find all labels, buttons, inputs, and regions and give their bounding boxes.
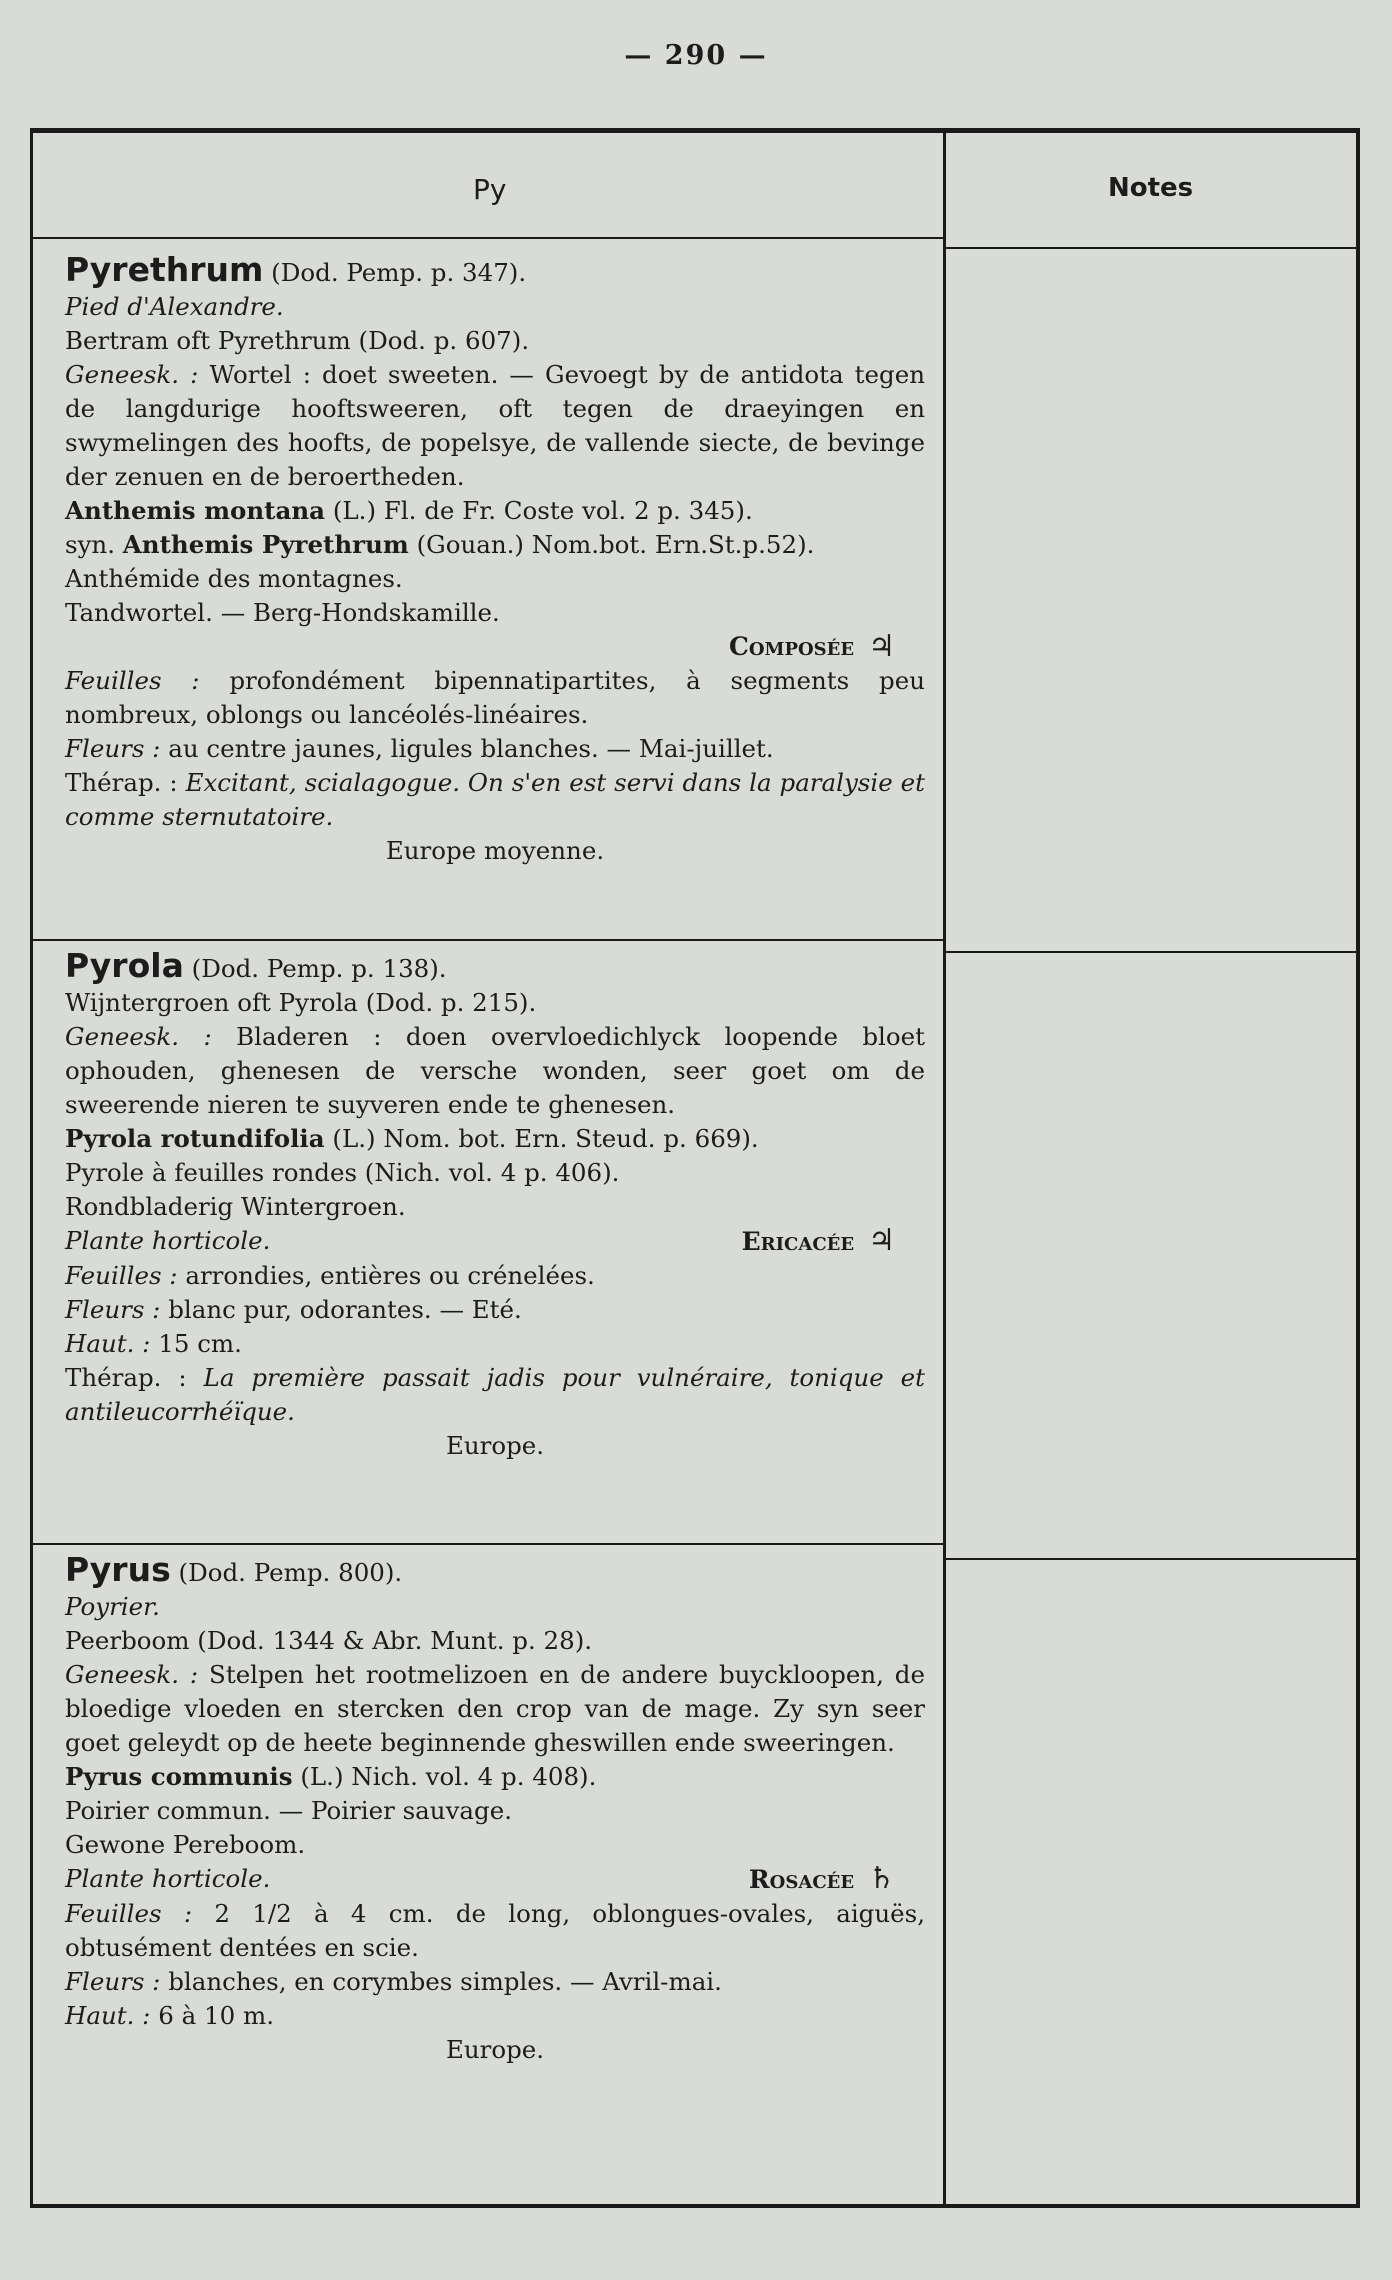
dutch-name: Peerboom (Dod. 1344 & Abr. Munt. p. 28). xyxy=(65,1626,593,1655)
feuilles-text: 2 1/2 à 4 cm. de long, oblongues-ovales, aiguës, obtusément dentées en scie. xyxy=(65,1899,925,1962)
french-name: Pyrole à feuilles rondes (Nich. vol. 4 p. 406). xyxy=(65,1158,620,1187)
genus-name: Pyrus xyxy=(65,1550,171,1589)
therap-label: Thérap. : xyxy=(65,1363,204,1392)
entry-divider xyxy=(33,939,943,941)
feuilles-label: Feuilles : xyxy=(65,1261,178,1290)
synonym-name: Anthemis Pyrethrum xyxy=(122,530,409,559)
geneesk-text: Wortel : doet sweeten. — Gevoegt by de antidota tegen de langdurige hooftsweeren, oft tegen de draeyingen en swymelingen des hoofts, de popelsye, de vallende siecte, de bevinge der zenuen en de beroertheden. xyxy=(65,360,925,491)
fleurs-label: Fleurs : xyxy=(65,1295,161,1324)
vernacular-name: Tandwortel. — Berg-Hondskamille. xyxy=(65,598,500,627)
genus-reference: (Dod. Pemp. p. 347). xyxy=(263,258,527,287)
origin: Europe moyenne. xyxy=(385,836,605,865)
species-name: Pyrus communis xyxy=(65,1762,293,1791)
origin: Europe. xyxy=(445,1431,545,1460)
origin: Europe. xyxy=(445,2035,545,2064)
therap-text: Excitant, scialagogue. On s'en est servi dans la paralysie et comme sternutatoire. xyxy=(65,768,925,831)
header-divider-right xyxy=(946,247,1356,249)
entry-pyrus xyxy=(65,1550,925,2067)
tree-symbol-icon: ♄ xyxy=(868,1861,895,1896)
dutch-name: Wijntergroen oft Pyrola (Dod. p. 215). xyxy=(65,988,537,1017)
species-reference: (L.) Nich. vol. 4 p. 408). xyxy=(292,1762,597,1791)
perennial-symbol-icon: ♃ xyxy=(868,629,895,664)
feuilles-label: Feuilles : xyxy=(65,666,200,695)
haut-text: 6 à 10 m. xyxy=(150,2001,274,2030)
perennial-symbol-icon: ♃ xyxy=(868,1223,895,1258)
feuilles-text: profondément bipennatipartites, à segments peu nombreux, oblongs ou lancéolés-linéaires. xyxy=(65,666,925,729)
synonym-reference: (Gouan.) Nom.bot. Ern.St.p.52). xyxy=(408,530,815,559)
entry-pyrethrum xyxy=(65,250,925,868)
genus-reference: (Dod. Pemp. 800). xyxy=(170,1558,403,1587)
haut-text: 15 cm. xyxy=(150,1329,242,1358)
haut-label: Haut. : xyxy=(65,1329,151,1358)
header-divider-left xyxy=(33,237,943,239)
old-name: Pied d'Alexandre. xyxy=(65,292,284,321)
page-number: — 290 — xyxy=(624,40,768,71)
fleurs-text: blanc pur, odorantes. — Eté. xyxy=(160,1295,522,1324)
family-name: Ericacée xyxy=(741,1227,855,1256)
feuilles-label: Feuilles : xyxy=(65,1899,193,1928)
feuilles-text: arrondies, entières ou crénelées. xyxy=(177,1261,595,1290)
notes-divider xyxy=(946,951,1356,953)
geneesk-text: Stelpen het rootmelizoen en de andere buyckloopen, de bloedige vloeden en stercken den crop van de mage. Zy syn seer goet geleydt op de heete beginnende gheswillen ende sweeringen. xyxy=(65,1660,925,1757)
species-name: Pyrola rotundifolia xyxy=(65,1124,325,1153)
table-frame xyxy=(30,128,1360,2208)
haut-label: Haut. : xyxy=(65,2001,151,2030)
species-reference: (L.) Fl. de Fr. Coste vol. 2 p. 345). xyxy=(325,496,753,525)
therap-text: La première passait jadis pour vulnéraire, tonique et antileucorrhéïque. xyxy=(65,1363,925,1426)
french-name: Anthémide des montagnes. xyxy=(65,564,403,593)
geneesk-label: Geneesk. : xyxy=(65,360,199,389)
family-name: Rosacée xyxy=(748,1865,855,1894)
fleurs-text: au centre jaunes, ligules blanches. — Mai-juillet. xyxy=(160,734,774,763)
geneesk-label: Geneesk. : xyxy=(65,1022,212,1051)
fleurs-label: Fleurs : xyxy=(65,734,161,763)
fleurs-label: Fleurs : xyxy=(65,1967,161,1996)
notes-divider xyxy=(946,1558,1356,1560)
plante-note: Plante horticole. xyxy=(65,1226,271,1255)
genus-name: Pyrola xyxy=(65,946,184,985)
entry-divider xyxy=(33,1543,943,1545)
species-name: Anthemis montana xyxy=(65,496,326,525)
vernacular-name: Rondbladerig Wintergroen. xyxy=(65,1192,406,1221)
entry-pyrola xyxy=(65,946,925,1463)
plante-note: Plante horticole. xyxy=(65,1864,271,1893)
genus-reference: (Dod. Pemp. p. 138). xyxy=(183,954,447,983)
therap-label: Thérap. : xyxy=(65,768,186,797)
fleurs-text: blanches, en corymbes simples. — Avril-mai. xyxy=(160,1967,722,1996)
geneesk-text: Bladeren : doen overvloedichlyck loopende bloet ophouden, ghenesen de versche wonden, seer goet om de sweerende nieren te suyveren ende te ghenesen. xyxy=(65,1022,925,1119)
column-header-notes: Notes xyxy=(1108,173,1194,203)
synonym-label: syn. xyxy=(65,530,123,559)
column-divider xyxy=(943,133,946,2204)
species-reference: (L.) Nom. bot. Ern. Steud. p. 669). xyxy=(324,1124,759,1153)
dutch-name: Bertram oft Pyrethrum (Dod. p. 607). xyxy=(65,326,530,355)
french-name: Poirier commun. — Poirier sauvage. xyxy=(65,1796,512,1825)
old-name: Poyrier. xyxy=(65,1592,160,1621)
vernacular-name: Gewone Pereboom. xyxy=(65,1830,306,1859)
genus-name: Pyrethrum xyxy=(65,250,264,289)
geneesk-label: Geneesk. : xyxy=(65,1660,199,1689)
column-header-py: Py xyxy=(473,173,507,206)
family-name: Composée xyxy=(728,632,855,661)
